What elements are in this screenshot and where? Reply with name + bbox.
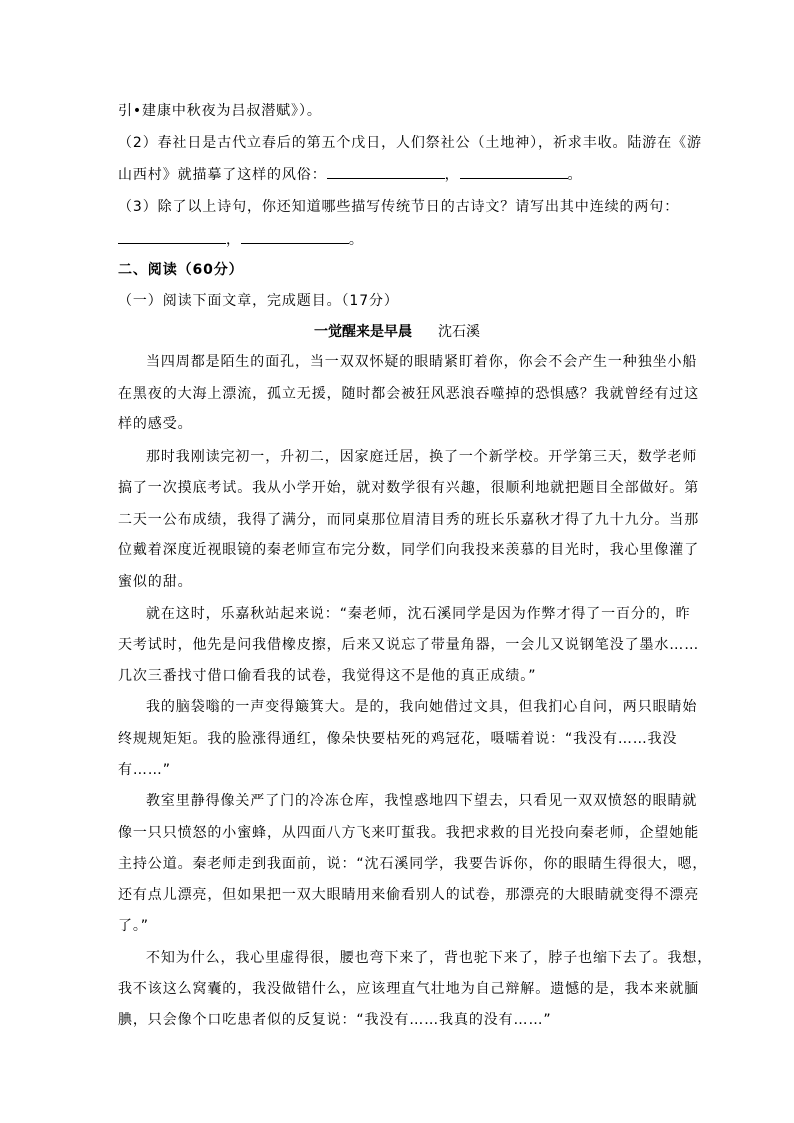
paragraph-line: 有……” [118, 762, 171, 778]
period: 。 [567, 167, 583, 183]
paragraph-line: 我不该这么窝囊的，我没做错什么，应该理直气壮地为自己辩解。遗憾的是，我本来就腼 [118, 981, 700, 997]
question-3-answer-line [118, 229, 364, 250]
paragraph-line: 我的脑袋嗡的一声变得簸箕大。是的，我向她借过文具，但我扪心自问，两只眼睛始 [146, 699, 698, 715]
answer-blank-2[interactable] [460, 164, 568, 179]
question-3-line: （3）除了以上诗句，你还知道哪些描写传统节日的古诗文？请写出其中连续的两句： [118, 199, 680, 215]
paragraph-line: 二天一公布成绩，我得了满分，而同桌那位眉清目秀的班长乐嘉秋才得了九十九分。当那 [118, 512, 700, 528]
text-line: 引•建康中秋夜为吕叔潜赋》）。 [118, 103, 322, 119]
subsection-heading: （一）阅读下面文章，完成题目。（17分） [118, 293, 399, 309]
paragraph-line: 在黑夜的大海上漂流，孤立无援，随时都会被狂风恶浪吞噬掉的恐惧感？我就曾经有过这 [118, 386, 700, 402]
article-author: 沈石溪 [438, 324, 480, 340]
paragraph-line: 终规规矩矩。我的脸涨得通红，像朵快要枯死的鸡冠花，嗫嚅着说：“我没有……我没 [118, 731, 678, 747]
paragraph-line: 那时我刚读完初一，升初二，因家庭迁居，换了一个新学校。开学第三天，数学老师 [146, 449, 698, 465]
paragraph-line: 像一只只愤怒的小蜜蜂，从四面八方飞来叮蜇我。我把求救的目光投向秦老师，企望她能 [118, 825, 700, 841]
question-2-prompt: 山西村》就描摹了这样的风俗： [118, 167, 327, 183]
paragraph-line: 就在这时，乐嘉秋站起来说：“秦老师，沈石溪同学是因为作弊才得了一百分的，昨 [146, 606, 691, 622]
paragraph-line: 蜜似的甜。 [118, 574, 193, 590]
paragraph-line: 天考试时，他先是问我借橡皮擦，后来又说忘了带量角器，一会儿又说钢笔没了墨水…… [118, 637, 700, 653]
section-heading: 二、阅读（60分） [118, 262, 244, 278]
paragraph-line: 了。” [118, 918, 149, 934]
article-title: 一觉醒来是早晨 [314, 324, 412, 340]
paragraph-line: 几次三番找寸借口偷看我的试卷，我觉得这不是他的真正成绩。” [118, 668, 537, 684]
question-2-line: （2）春社日是古代立春后的第五个戊日，人们祭社公（土地神），祈求丰收。陆游在《游 [118, 135, 702, 151]
paragraph-line: 主持公道。秦老师走到我面前，说：“沈石溪同学，我要告诉你，你的眼睛生得很大，嗯， [118, 856, 708, 872]
answer-blank-3[interactable] [118, 229, 226, 244]
comma: ， [226, 232, 241, 248]
period: 。 [348, 232, 364, 248]
paragraph-line: 搞了一次摸底考试。我从小学开始，就对数学很有兴趣，很顺利地就把题目全部做好。第 [118, 480, 700, 496]
paragraph-line: 位戴着深度近视眼镜的秦老师宣布完分数，同学们向我投来羡慕的目光时，我心里像灌了 [118, 542, 700, 558]
answer-blank-1[interactable] [327, 164, 445, 179]
comma: ， [444, 167, 460, 183]
paragraph-line: 不知为什么，我心里虚得很，腰也弯下来了，背也驼下来了，脖子也缩下去了。我想， [146, 950, 713, 966]
paragraph-line: 还有点儿漂亮，但如果把一双大眼睛用来偷看别人的试卷，那漂亮的大眼睛就变得不漂亮 [118, 887, 700, 903]
answer-blank-4[interactable] [241, 229, 349, 244]
paragraph-line: 教室里静得像关严了门的冷冻仓库，我惶惑地四下望去，只看见一双双愤怒的眼睛就 [146, 793, 698, 809]
question-2-answer-line [118, 164, 582, 185]
paragraph-line: 样的感受。 [118, 416, 193, 432]
paragraph-line: 腆，只会像个口吃患者似的反复说：“我没有……我真的没有……” [118, 1012, 552, 1028]
article-title-line [0, 322, 794, 342]
paragraph-line: 当四周都是陌生的面孔，当一双双怀疑的眼睛紧盯着你，你会不会产生一种独坐小船 [146, 354, 698, 370]
